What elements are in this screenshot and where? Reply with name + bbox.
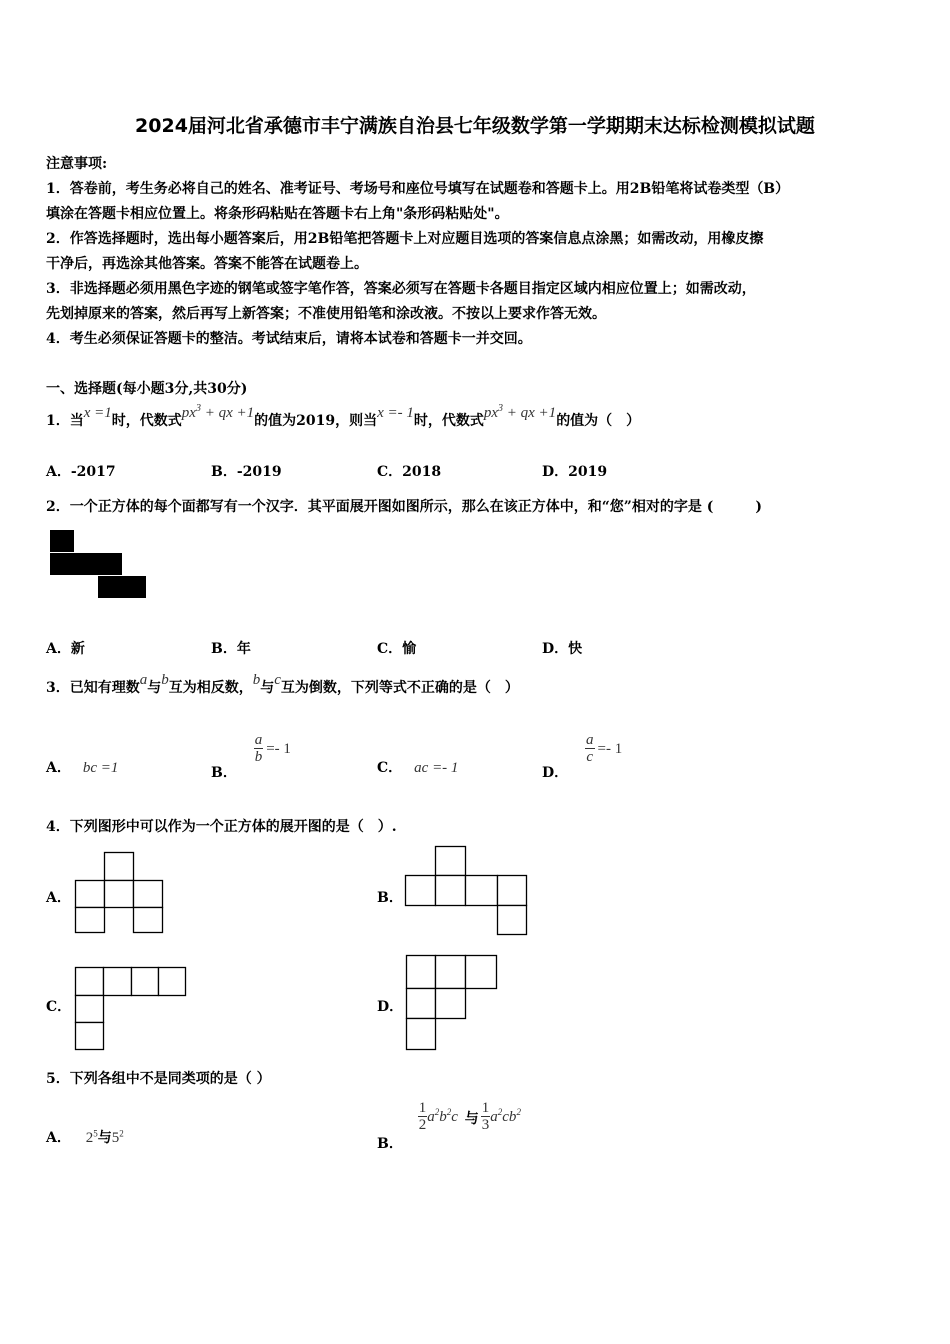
q2-option-c[interactable]: C．愉 [377,641,417,657]
notice-line: 3．非选择题必须用黑色字迹的钢笔或签字笔作答，答案必须写在答题卡各题目指定区域内相应位置上；如需改动， [46,281,756,297]
q2-option-a[interactable]: A．新 [46,641,85,657]
notice-line: 填涂在答题卡相应位置上。将条形码粘贴在答题卡右上角"条形码粘贴处"。 [46,206,509,222]
notice-line: 干净后，再选涂其他答案。答案不能答在试题卷上。 [46,256,368,272]
net-cell-label: 您 [55,557,69,573]
q5-option-b[interactable]: B． $\frac{1}{2}$ $a^2b^2c$ 与 $\frac{1}{3}$ $a^2cb^2$ [377,1100,521,1152]
q4-option-a[interactable]: A． [46,890,71,906]
q4-option-d[interactable]: D． [377,999,404,1015]
q3-option-c[interactable]: C． ac =- 1 [377,760,459,776]
section-heading: 一、选择题(每小题3分,共30分) [46,381,248,397]
notice-line: 2．作答选择题时，选出每小题答案后，用2B铅笔把答题卡上对应题目选项的答案信息点涂黑；如需改动，用橡皮擦 [46,231,764,247]
notice-line: 1．答卷前，考生务必将自己的姓名、准考证号、考场号和座位号填写在试题卷和答题卡上。用2B铅笔将试卷类型（B） [46,181,790,197]
notice-line: 先划掉原来的答案，然后再写上新答案；不准使用铅笔和涂改液。不按以上要求作答无效。 [46,306,606,322]
net-cell-label: 新 [79,557,93,573]
question-2: 2．一个正方体的每个面都写有一个汉字．其平面展开图如图所示，那么在该正方体中，和“您”相对的字是 ( ) [46,499,762,515]
q1-option-a[interactable]: A．-2017 [46,464,116,480]
q3-option-d[interactable]: D． $\frac{a}{c}$ =- 1 [542,732,623,781]
q4-option-c[interactable]: C． [46,999,72,1015]
q3-option-a[interactable]: A． bc =1 [46,760,119,776]
q4-net-a[interactable] [74,850,168,936]
question-4: 4．下列图形中可以作为一个正方体的展开图的是（ ）. [46,819,397,835]
q4-net-c[interactable] [74,966,188,1052]
q4-net-d[interactable] [405,954,499,1052]
cube-net-figure [48,528,148,603]
q4-net-b[interactable] [404,845,530,937]
q1-option-d[interactable]: D．2019 [542,464,608,480]
page-title: 2024届河北省承德市丰宁满族自治县七年级数学第一学期期末达标检测模拟试题 [135,115,815,137]
notice-line: 4．考生必须保证答题卡的整洁。考试结束后，请将本试卷和答题卡一并交回。 [46,331,532,347]
q2-option-d[interactable]: D．快 [542,641,583,657]
net-cell-label: 愉 [103,580,117,596]
net-cell-label: 快 [127,580,141,596]
question-1: 1．当x =1时，代数式$px^3$ + qx +1的值为2019，则当x =- 1时，代数式$px^3$ + qx +1的值为（ ） [46,403,641,429]
q2-option-b[interactable]: B．年 [211,641,251,657]
q5-option-a[interactable]: A． $2^5$与$5^2$ [46,1128,124,1146]
q4-option-b[interactable]: B． [377,890,403,906]
net-cell-label: 祝 [55,534,69,550]
q3-option-b[interactable]: B． $\frac{a}{b}$ =- 1 [211,732,291,781]
q1-option-c[interactable]: C．2018 [377,464,442,480]
net-cell-label: 年 [103,557,117,573]
notice-heading: 注意事项: [46,156,108,172]
question-5: 5．下列各组中不是同类项的是（ ） [46,1071,271,1087]
question-3: 3．已知有理数a与b互为相反数，b与c互为倒数，下列等式不正确的是（ ） [46,672,519,696]
q1-option-b[interactable]: B．-2019 [211,464,282,480]
